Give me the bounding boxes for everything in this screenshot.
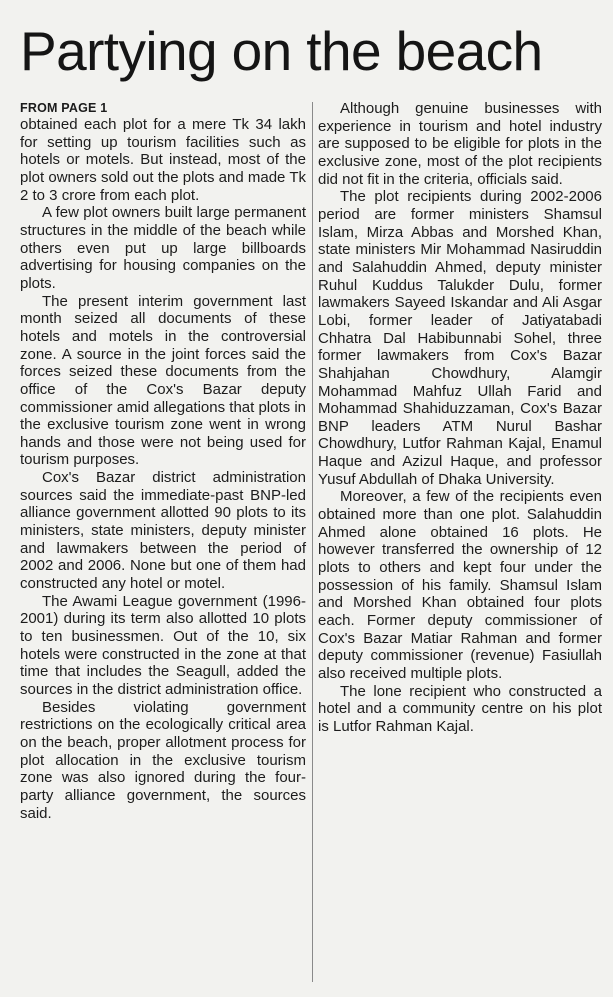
paragraph: Although genuine businesses with experience in tourism and hotel industry are supposed to be eligible for plots in the exclusive zone, most of the plot recipients did not fit in the criteria, officials said.: [318, 100, 602, 188]
paragraph: obtained each plot for a mere Tk 34 lakh for setting up tourism facilities such as hotels or motels. But instead, most of the plot owners sold out the plots and made Tk 2 to 3 crore from each plot.: [20, 116, 306, 204]
left-column: [20, 100, 306, 822]
paragraph: Besides violating government restrictions on the ecologically critical area on the beach, proper allotment process for plot allocation in the exclusive tourism zone was also ignored during the four-party alliance government, the sources said.: [20, 698, 306, 822]
paragraph: The lone recipient who constructed a hotel and a community centre on his plot is Lutfor Rahman Kajal.: [318, 682, 602, 735]
right-column: [318, 100, 602, 736]
paragraph: Cox's Bazar district administration sources said the immediate-past BNP-led alliance government allotted 90 plots to its ministers, state ministers, deputy minister and lawmakers between the period of 2002 and 2006. None but one of them had constructed any hotel or motel.: [20, 469, 306, 593]
paragraph: The Awami League government (1996-2001) during its term also allotted 10 plots to ten businessmen. Out of the 10, six hotels were constructed in the zone at that time that includes the Seagull, added the sources in the district administration office.: [20, 592, 306, 698]
paragraph: A few plot owners built large permanent structures in the middle of the beach while others even put up large billboards advertising for housing companies on the plots.: [20, 204, 306, 292]
column-divider: [312, 102, 313, 982]
paragraph: The plot recipients during 2002-2006 period are former ministers Shamsul Islam, Mirza Abbas and Morshed Khan, state ministers Mir Mohammad Nasiruddin and Salahuddin Ahmed, deputy minister Ruhul Kuddus Talukder Dulu, former lawmakers Sayeed Iskandar and Ali Asgar Lobi, former leader of Jatiyatabadi Chhatra Dal Habibunnabi Sohel, three former lawmakers from Cox's Bazar Shahjahan Chowdhury, Alamgir Mohammad Mahfuz Ullah Farid and Mohammad Shahiduzzaman, Cox's Bazar BNP leaders ATM Nurul Bashar Chowdhury, Lutfor Rahman Kajal, Enamul Haque and Azizul Haque, and professor Yusuf Abdullah of Dhaka University.: [318, 188, 602, 488]
kicker: FROM PAGE 1: [20, 101, 108, 115]
headline: Partying on the beach: [20, 20, 543, 82]
paragraph: Moreover, a few of the recipients even obtained more than one plot. Salahuddin Ahmed alone obtained 16 plots. He however transferred the ownership of 12 plots to others and kept four under the possession of his family. Shamsul Islam and Morshed Khan obtained four plots each. Former deputy commissioner of Cox's Bazar Matiar Rahman and former deputy commissioner (revenue) Fasiullah also received multiple plots.: [318, 488, 602, 682]
paragraph: The present interim government last month seized all documents of these hotels and motels in the controversial zone. A source in the joint forces said the forces seized these documents from the office of the Cox's Bazar deputy commissioner amid allegations that plots in the exclusive tourism zone went in wrong hands and those were not being used for tourism purposes.: [20, 292, 306, 469]
